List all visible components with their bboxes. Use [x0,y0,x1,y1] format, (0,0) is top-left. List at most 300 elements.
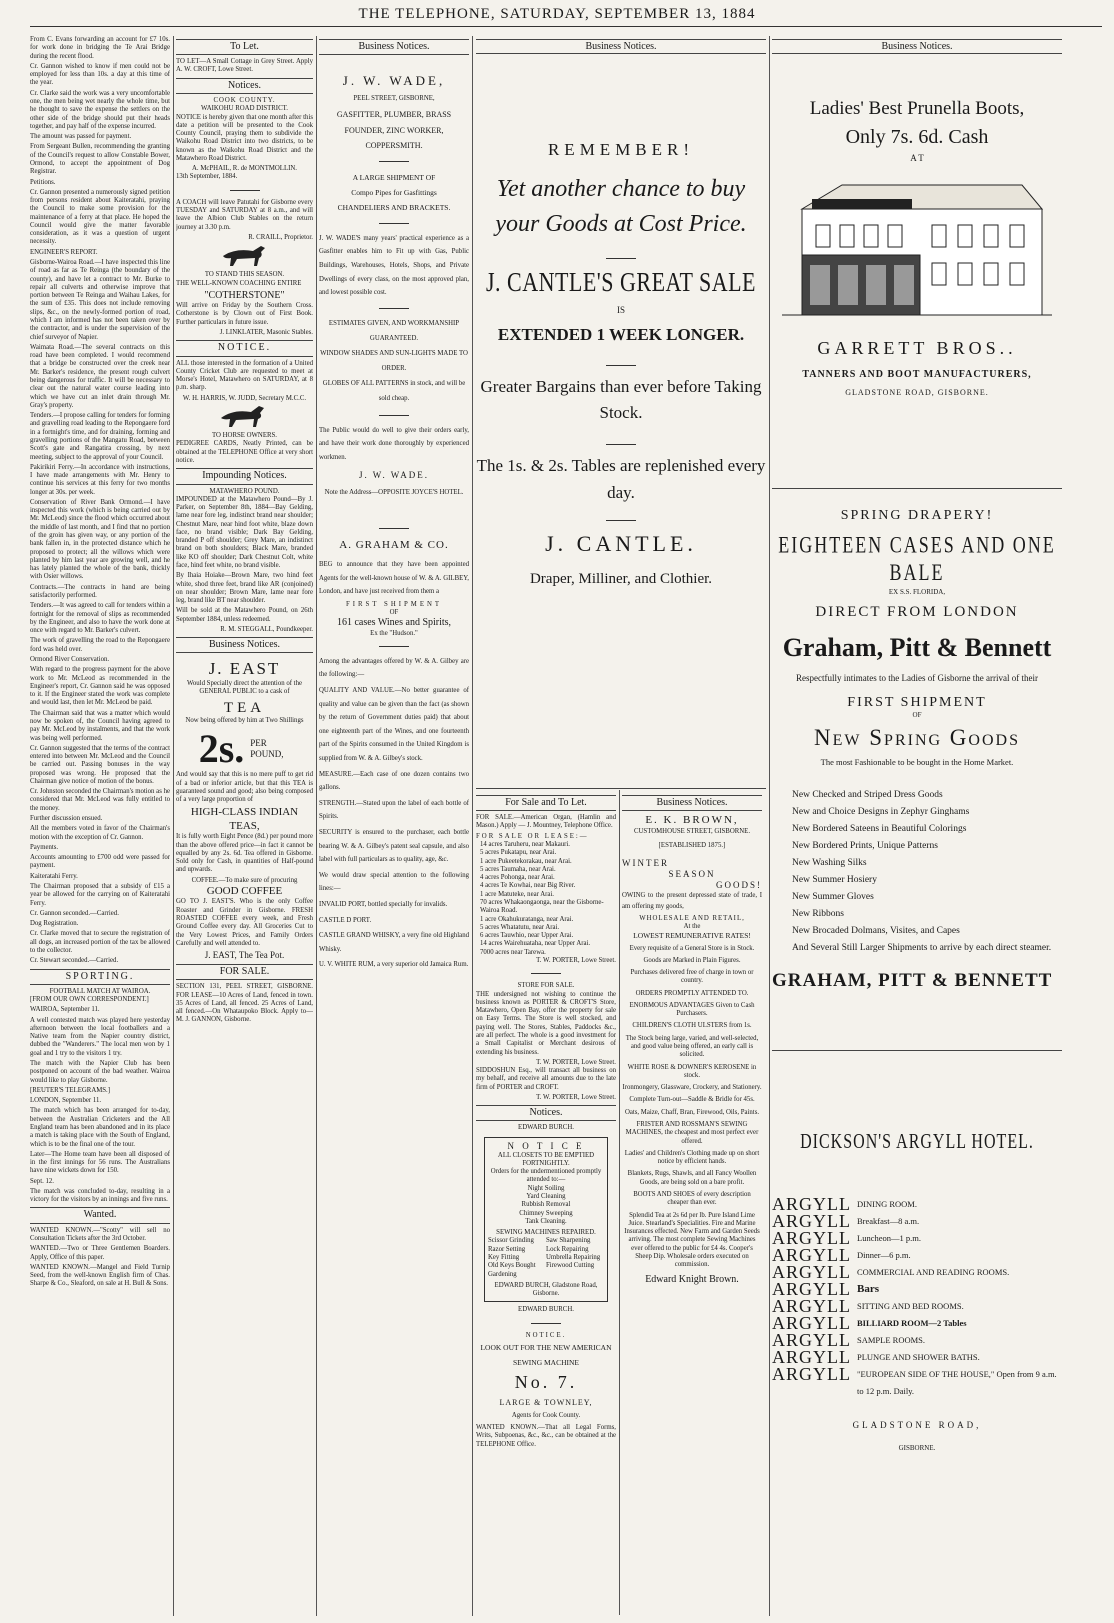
business-notices-heading: Business Notices. [476,39,766,54]
argyll-service: PLUNGE AND SHOWER BATHS. [857,1352,980,1362]
stand-heading: TO STAND THIS SEASON. [204,271,285,279]
established: [ESTABLISHED 1875.] [658,841,726,849]
sewing-services [488,1237,604,1278]
tea-details: It is fully worth Eight Pence (8d.) per pound more than the above offered price—in fact it cannot be equalled by any 2s. 6d. Tea offered in Gisborne. Sold only for Cash, in quantities of Half-pound and upwards. [176,833,313,874]
sewing-service: Key Fitting [488,1254,520,1261]
wade-shipment-line: A LARGE SHIPMENT OF [352,172,436,182]
spring-goods-item: New Summer Gloves [792,891,874,902]
lease-item: 4 acres Te Kowhai, near Big River. [480,882,576,890]
brown-offering: ENORMOUS ADVANTAGES Given to Cash Purchasers. [629,1001,755,1018]
report-paragraph: Cr. Stewart seconded.—Carried. [30,957,119,965]
gladstone-road: GLADSTONE ROAD, [852,1420,982,1430]
store-heading: STORE FOR SALE. [517,982,575,990]
for-sale-column [476,792,616,1612]
horse-icon [215,242,275,268]
sewing-service: Firewood Cutting [546,1262,595,1270]
gilbey-paragraph: STRENGTH.—Stated upon the label of each bottle of Spirits. [319,799,469,821]
high-class-teas: HIGH-CLASS INDIAN TEAS, [190,806,299,832]
graham-pitt-bennett-footer: GRAHAM, PITT & BENNETT [772,970,1053,992]
cantle-sale-ad [476,36,766,784]
notices-column [176,36,313,1616]
masthead: THE TELEPHONE, SATURDAY, SEPTEMBER 13, 1884 [358,6,756,22]
argyll-word: ARGYLL [772,1245,851,1265]
at-the: At the [683,923,701,931]
wade-trades [319,107,469,153]
gilbey-advantages [319,684,469,972]
wade-trade-line: GASFITTER, PLUMBER, BRASS [336,110,452,120]
sporting-paragraph: [REUTER'S TELEGRAMS.] [30,1086,111,1094]
closets-line: ALL CLOSETS TO BE EMPTIED FORTNIGHTLY. [497,1151,595,1167]
brown-offering: FRISTER AND ROSSMAN'S SEWING MACHINES, the cheapest and most perfect ever offered. [625,1121,759,1145]
report-paragraph: Petitions. [30,178,56,186]
gilbey-paragraph: CASTLE D PORT. [319,916,372,924]
report-paragraph: Cr. Clarke moved that to secure the registration of all dogs, an increased portion of the tax be allowed to the collector. [30,930,170,954]
for-sale-ad: SECTION 131, PEEL STREET, GISBORNE. FOR LEASE—10 Acres of Land, fenced in town. 35 Acres of Land, all fenced. 25 Acres of Land, all fenced.—On Whataupoko Block. Apply to—M. J. GANNON, Gisborne. [176,983,313,1024]
to-let-ad: TO LET—A Small Cottage in Grey Street. Apply A. W. CROFT, Lowe Street. [176,58,313,74]
pedigree-ad: PEDIGREE CARDS, Neatly Printed, can be obtained at the TELEPHONE Office at very short notice. [176,440,313,465]
argyll-word: ARGYLL [772,1347,851,1367]
report-paragraph: Cr. Gannon wished to know if men could not be employed for less than 10s. a day at this time of the year. [30,62,170,87]
coach-signature: R. CRAILL, Proprietor. [248,233,313,241]
argyll-service: SITTING AND BED ROOMS. [857,1301,964,1311]
draper-title: Draper, Milliner, and Clothier. [529,570,713,587]
wade-shipment-line: CHANDELIERS AND BRACKETS. [337,202,451,212]
sewing-service: Lock Repairing [546,1245,589,1253]
report-paragraph: Kaiteratahi Ferry. [30,872,78,880]
report-paragraph: Further discussion ensued. [30,815,103,823]
spring-goods-item: New Washing Silks [792,858,867,869]
lease-heading: FOR SALE OR LEASE:— [476,832,589,840]
report-paragraph: Accounts amounting to £700 odd were passed for payment. [30,854,170,870]
report-paragraph: From Sergeant Bullen, recommending the granting of the Council's request to allow Constable Bower, Ormond, to accept the appointment of Dog Registrar. [30,143,170,176]
wade-service-line: WINDOW SHADES AND SUN-LIGHTS MADE TO ORDER. [320,349,468,372]
porter-signature-2: T. W. PORTER, Lowe Street. [536,1058,616,1066]
brown-offering: Every requisite of a General Store is in Stock. [629,944,755,952]
gilbey-paragraph: CASTLE GRAND WHISKY, a very fine old Highland Whisky. [319,932,469,953]
orders-line: Orders for the undermentioned promptly attended to:— [490,1168,602,1184]
sewing-service: Old Keys Bought [488,1262,536,1270]
direct-from-london: DIRECT FROM LONDON [815,604,1019,620]
sewing-service: Razor Setting [488,1245,526,1253]
ad-rule [772,488,1062,489]
sporting-paragraph: The match was concluded to-day, resulting in a victory for the visitors by an innings and five runs. [30,1187,170,1204]
divider [379,528,409,529]
report-paragraph: Waimata Road.—The several contracts on this road have been completed. I would recommend that a bridge be constructed over the creek near Mr. Barker's residence, the present rough culvert being dangerous for traffic. It will be necessary to clear out the natural water course leading into which we have cut an inlet drain through Mr. Gray's property. [30,343,170,409]
burch-service: Night Soiling [527,1184,565,1192]
wanted-ad: WANTED KNOWN.—Mangel and Field Turnip Seed, from the well-known English firm of Chas. Sharpe & Co., Sleaford, on sale at H. Bull & Sons. [30,1263,170,1288]
per-pound: PER POUND, [250,738,284,760]
cook-county-heading: COOK COUNTY. [213,96,276,104]
for-sale-heading: For Sale and To Let. [476,795,616,811]
argyll-word: ARGYLL [772,1313,851,1333]
wanted-ads [30,1227,170,1289]
wade-title: J. W. WADE, [342,73,446,89]
coffee-details: GO TO J. EAST'S. Who is the only Coffee Roaster and Grinder in Gisborne. FRESH ROASTED COFFEE every week, and Fresh Ground Coffee every day. All Groceries Cut to the Very Lowest Prices, and Family Orders Carefully and well attended to. [176,898,313,947]
brown-column [622,792,762,1612]
gladstone-road: GLADSTONE ROAD, GISBORNE. [845,388,989,397]
argyll-word: ARGYLL [772,1211,851,1231]
waikohu-heading: WAIKOHU ROAD DISTRICT. [201,105,288,113]
burch-service: Yard Cleaning [526,1193,566,1201]
wade-signature: J. W. WADE. [358,470,430,481]
matawhero-pound-heading: MATAWHERO POUND. [209,487,280,495]
j-east-intro: Would Specially direct the attention of the GENERAL PUBLIC to a cask of [187,680,302,696]
large-townley: LARGE & TOWNLEY, [499,1397,593,1407]
lowest-rates: LOWEST REMUNERATIVE RATES! [633,931,751,941]
sporting-heading: SPORTING. [30,969,170,985]
lease-item: 7000 acres near Tarewa. [480,948,546,956]
wade-advice: The Public would do well to give their orders early, and have their work done thoroughly by experienced workmen. [319,426,469,461]
argyll-hotel-ad [772,1050,1062,1610]
porter-signature-3: T. W. PORTER, Lowe Street. [536,1093,616,1101]
divider [531,1323,561,1324]
poundkeeper-signature: R. M. STEGGALL, Poundkeeper. [220,626,313,633]
cost-price-slogan: Yet another chance to buy your Goods at Cost Price. [495,176,747,237]
spring-goods-item: New Checked and Striped Dress Goods [792,790,943,801]
cotherstone-title: "COTHERSTONE" [204,290,285,301]
report-paragraph: Gisborne-Wairoa Road.—I have inspected this line of road as far as Te Reinga (the boundary of the county), and have let a contract to Mr. Burke to repair all culverts and otherwise improve that portion between Te Reinga and Waihau Lakes, for the sum of £35. This does not include removing slips, &c., on the newly-formed portion of road, which I am informed has not been taken over by the contractor, and is under the supervision of the chief surveyor of Napier. [30,259,170,341]
impound-sale-notice: Will be sold at the Matawhero Pound, on 26th September 1884, unless redeemed. [176,607,313,623]
first-shipment: FIRST SHIPMENT [847,695,987,711]
horse-owners-heading: TO HORSE OWNERS. [211,432,277,440]
spring-goods-item: New Brocaded Dolmans, Visites, and Capes [792,925,960,936]
cantle-great-sale: J. CANTLE'S GREAT SALE [485,265,756,297]
wanted-heading: Wanted. [30,1207,170,1223]
divider [531,973,561,974]
brown-offering: Complete Turn-out—Saddle & Bridle for 45s. [629,1096,755,1104]
remember-heading: REMEMBER! [547,140,695,159]
report-paragraph: All the members voted in favor of the Chairman's motion with the exception of Cr. Gannon. [30,825,170,841]
brown-signature: Edward Knight Brown. [645,1273,739,1285]
tanners-line: TANNERS AND BOOT MANUFACTURERS, [802,369,1032,380]
sporting-paragraph: Sept. 12. [30,1177,54,1185]
tables-replenished: The 1s. & 2s. Tables are replenished every day. [476,456,766,502]
argyll-service: DINING ROOM. [857,1199,917,1209]
spring-goods-item: And Several Still Larger Shipments to arrive by each direct steamer. [792,942,1052,953]
spring-goods-item: New Ribbons [792,908,844,919]
boots-price: Only 7s. 6d. Cash [845,126,989,148]
sporting-paragraph: A well contested match was played here yesterday afternoon between the local footballers and a Native team from the Napier country district, dubbed the "Wanderers." The local men won by 1 goal and 1 try to the visitors 1 try. [30,1016,170,1057]
wade-address: PEEL STREET, GISBORNE, [353,95,435,103]
lease-item: 5 acres Pukatapu, near Arai. [480,849,557,857]
brown-offering: ORDERS PROMPTLY ATTENDED TO. [635,989,749,997]
garrett-bros-name: GARRETT BROS.. [817,338,1017,358]
brown-offering: Ironmongery, Glassware, Crockery, and Stationery. [622,1084,762,1092]
report-paragraph: The Chairman said that was a matter which would now be spoken of, the Council having agreed to pay Mr. McLeod by instalments, and that the work was being well performed. [30,709,170,742]
report-paragraph: Ormond River Conservation. [30,655,110,663]
horse-illustration-2 [176,403,313,432]
argyll-row [772,1366,1062,1400]
notice-heading: NOTICE. [525,1331,567,1339]
at-label: A T [910,153,924,163]
divider [230,190,260,191]
coffee-line: COFFEE.—To make sure of procuring [191,876,298,884]
wade-trade-line: COPPERSMITH. [365,140,423,150]
brown-offering: Goods are Marked in Plain Figures. [643,956,741,964]
brown-offering: WHITE ROSE & DOWNER'S KEROSENE in stock. [627,1063,757,1079]
divider [606,365,636,366]
sewing-service: Umbrella Repairing [546,1254,601,1261]
lease-item: 1 acre Pukeetekorakau, near Arai. [480,857,572,865]
column-divider [316,36,317,1616]
report-paragraph: Contracts.—The contracts in hand are being satisfactorily performed. [30,583,170,599]
lease-item: 1 acre Matuteke, near Arai. [480,890,554,898]
wholesale-line: WHOLESALE AND RETAIL, [639,914,745,922]
argyll-service: Luncheon—1 p.m. [857,1233,921,1243]
sporting-paragraph: Later—The Home team have been all disposed of in the first innings for 56 runs. The Australians have nine wickets down for 150. [30,1150,170,1175]
spring-goods-item: New Summer Hosiery [792,874,877,885]
goods-label: GOODS! [715,880,762,891]
business-notices-heading: Business Notices. [622,795,762,811]
sporting-text [30,996,170,1204]
spring-goods-list [772,787,1062,956]
spring-goods-item: New and Choice Designs in Zephyr Ginghams [792,807,970,818]
of-label: OF [912,711,922,720]
report-paragraph: Payments. [30,843,59,851]
sporting-paragraph: LONDON, September 11. [30,1097,102,1105]
tea-title: TEA [223,699,266,716]
business-notices-heading: Business Notices. [319,39,469,55]
stand-signature: J. LINKLATER, Masonic Stables. [219,329,313,337]
lease-list [476,841,616,957]
to-let-heading: To Let. [176,39,313,55]
council-report-column [30,36,170,1616]
report-paragraph: The Chairman proposed that a subsidy of £15 a year be allowed for the carrying on of Kaiteratahi Ferry. [30,883,170,907]
sewing-machine-ad: LOOK OUT FOR THE NEW AMERICAN SEWING MACHINE [480,1342,612,1367]
lease-item: 4 acres Pohonga, near Arai. [480,874,555,882]
lease-item: 5 acres Whatatutu, near Arai. [480,923,560,931]
report-paragraph: ENGINEER'S REPORT. [30,248,98,256]
sporting-paragraph: WAIROA, September 11. [30,1006,100,1014]
garrett-bros-ad [772,36,1062,486]
report-paragraph: Tenders.—I propose calling for tenders for forming and gravelling road leading to the Repongaere ford in a fortnight's time, and for draining, forming and gravelling portions of the Mangatu Road, between Scott's gate and Rangatira crossing, by next meeting, subject to the approval of your Council. [30,412,170,461]
notice-title: N O T I C E [507,1140,585,1151]
first-shipment: FIRST SHIPMENT [345,600,443,608]
argyll-service: Breakfast—8 a.m. [857,1216,920,1226]
gilbey-paragraph: SECURITY is ensured to the purchaser, each bottle bearing W. & A. Gilbey's patent seal capsule, and also label with full particulars as to quality, age, &c. [319,828,469,864]
notices-heading: Notices. [476,1105,616,1121]
report-paragraph: Cr. Gannon suggested that the terms of the contract entered into between Mr. McLeod and the Council be carried out. Passing bonuses in the way proposed was wrong. He proposed that the Chairman give notice of motion of the bonus. [30,744,170,785]
spring-goods-item: New Bordered Prints, Unique Patterns [792,841,938,852]
column-divider [619,790,620,1615]
j-east-title: J. EAST [208,659,281,679]
sporting-paragraph: The match which has been arranged for to-day, between the Australian Cricketers and the All England team has been abandoned and in its place a match is taking place with the South of England, which is to be the final one of the tour. [30,1107,170,1148]
argyll-word: ARGYLL [772,1330,851,1350]
brown-offering: Splendid Tea at 2s 6d per lb. Pure Island Lime Juice. Stearland's Specialities. Fire and Marine Insurances effected. New Farm and Garden Seeds arriving. The most complete Sewing Machines ever offered to the public for £4 4s. Cooper's Sheep Dip. Wholesale orders executed on commission. [624,1211,760,1269]
burch-service: Chimney Sweeping [519,1209,573,1217]
notice-heading: NOTICE. [176,340,313,356]
impound-list: IMPOUNDED at the Matawhero Pound—By J. Parker, on September 8th, 1884—Bay Gelding, lame near fore leg, indistinct brand near shoulder; Chestnut Mare, near hind foot white, blaze down face, no brand visible; Dark Bay Gelding, branded P off shoulder; Grey Mare, an indistinct brand on both shoulders; Black Mare, branded like KO off shoulder; Dark Chestnut Colt, white face, hind feet white, no brand visible. [176,495,313,570]
croft-notice: SIDDOSHUN Esq., will transact all business on my behalf, and receive all amounts due to the late firm of PORTER and CROFT. [476,1067,616,1091]
argyll-word: ARGYLL [772,1228,851,1248]
brown-offering: BOOTS AND SHOES of every description cheaper than ever. [633,1190,751,1207]
argyll-service: COMMERCIAL AND READING ROOMS. [857,1267,1010,1277]
wade-service-line: GLOBES OF ALL PATTERNS in stock, and will be sold cheap. [322,379,466,402]
burch-services [488,1185,604,1226]
season-label: SEASON [668,869,716,880]
owing-text: OWING to the present depressed state of trade, I am offering my goods, [622,892,762,910]
report-paragraph: From C. Evans forwarding an account for £7 10s. for work done in bridging the Te Arai Bridge during the recent flood. [30,36,170,60]
report-paragraph: Cr. Gannon seconded.—Carried. [30,909,119,917]
lease-item: 70 acres Whakaongaonga, near the Gisborne-Wairoa Road. [480,899,604,915]
divider [379,223,409,224]
cricket-notice: ALL those interested in the formation of a United County Cricket Club are requested to meet at Morse's Hotel, Matawhero on SATURDAY, at 8 p.m. sharp. [176,359,313,392]
j-east-signature: J. EAST, The Tea Pot. [204,950,285,961]
sewing-service: Gardening [488,1270,517,1278]
burch-name: EDWARD BURCH. [518,1124,574,1132]
burch-service: Tank Cleaning. [525,1217,567,1225]
lease-item: 6 acres Tauwhio, near Upper Arai. [480,932,574,940]
wade-service-line: ESTIMATES GIVEN, AND WORKMANSHIP GUARANTEED. [328,319,460,342]
argyll-word: ARGYLL [772,1364,851,1384]
football-heading: FOOTBALL MATCH AT WAIROA. [49,987,151,995]
argyll-word: ARGYLL [772,1279,851,1299]
impound-list-2: By Ihaia Hoiake—Brown Mare, two hind feet white, shod three feet, brand like AR (conjoined) on near shoulder; Brown Mare, lame near fore leg, brand like BT near shoulder. [176,572,313,605]
burch-address: EDWARD BURCH, Gladstone Road, Gisborne. [494,1281,598,1298]
gilbey-paragraph: QUALITY AND VALUE.—No better guarantee of quality and value can be given than the fact (as shown by the return of Government duties paid) that about one eighteenth part of the Wines, and one fourteenth part of the Spirits consumed in the United Kingdom is supplied from W. & A. Gilbey's stock. [319,687,469,762]
wade-experience: J. W. WADE'S many years' practical experience as a Gasfitter enables him to Fit up with Gas, Public Buildings, Warehouses, Hotels, Shops, and Private Dwellings of every class, on the most approved plan, and lowest possible cost. [319,234,469,297]
porter-signature: T. W. PORTER, Lowe Street. [536,956,616,964]
prunella-boots-heading: Ladies' Best Prunella Boots, [809,98,1025,119]
report-paragraph: Cr. Gannon presented a numerously signed petition from persons resident about Kaiteratahi, praying the Council to make some provision for the maintenance of a ferry at that place. He hoped the Council would give the matter favorable consideration, as it was a question of urgent necessity. [30,188,170,246]
lease-item: 14 acres Wairehuataha, near Upper Arai. [480,940,591,948]
gilbey-paragraph: U. V. WHITE RUM, a very superior old Jamaica Rum. [319,961,469,969]
brown-offerings [622,945,762,1270]
divider [379,646,409,647]
tea-price-text: Now being offered by him at Two Shillings [185,717,304,725]
ex-florida: EX S.S. FLORIDA, [888,588,946,596]
argyll-service: SAMPLE ROOMS. [857,1335,926,1345]
argyll-service: BILLIARD ROOM—2 Tables [857,1318,967,1328]
argyll-word: ARGYLL [772,1262,851,1282]
council-report-text [30,36,170,966]
report-paragraph: The work of gravelling the road to the Repongaere ford was held over. [30,637,170,653]
report-paragraph: Dog Registration. [30,920,79,928]
gilbey-paragraph: INVALID PORT, bottled specially for invalids. [319,900,448,908]
fashionable-line: The most Fashionable to be bought in the Home Market. [820,757,1014,768]
winter-label: WINTER [622,858,669,869]
lease-item: 1 acre Okahukuratanga, near Arai. [480,915,574,923]
brown-address: CUSTOMHOUSE STREET, GISBORNE. [633,827,751,835]
lease-item: 14 acres Taruheru, near Makauri. [480,841,570,849]
cook-county-notice: NOTICE is hereby given that one month after this date a petition will be presented to the Cook County Council, praying them to subdivide the Waikohu Road District into two districts, to be known as the Waikohu Road District and the Matawhero Road District. [176,113,313,162]
agents-line: Agents for Cook County. [511,1411,581,1419]
of-label: OF [389,609,399,617]
wine-cases: 161 cases Wines and Spirits, [336,617,452,629]
wanted-ad: WANTED.—Two or Three Gentlemen Boarders. Apply, Office of this paper. [30,1245,170,1261]
report-paragraph: Pakirikiri Ferry.—In accordance with instructions, I have made arrangements with Mr. Henry to continue his services at this ferry for two months longer at 30s. per week. [30,463,170,496]
brown-offering: Ladies' and Children's Clothing made up on short notice by efficient hands. [624,1149,760,1166]
respectfully-intimates: Respectfully intimates to the Ladies of Gisborne the arrival of their [796,673,1038,683]
new-spring-goods: New Spring Goods [814,725,1020,751]
spring-drapery-ad [772,490,1062,1050]
spring-drapery-heading: SPRING DRAPERY! [840,508,994,523]
report-paragraph: Cr. Johnston seconded the Chairman's motion as he considered that Mr. McLeod was fully entitled to the money. [30,788,170,812]
business-notices-heading: Business Notices. [772,39,1062,54]
argyll-service: Dinner—6 p.m. [857,1250,911,1260]
horse-icon [215,403,275,429]
divider [379,415,409,416]
price-block [176,727,313,771]
hudson-label: Ex the "Hudson." [370,629,418,637]
argyll-service: Bars [857,1283,879,1295]
organ-ad: FOR SALE.—American Organ, (Hamlin and Mason.) Apply — J. Mountney, Telephone Office. [476,814,616,830]
argyll-service: "EUROPEAN SIDE OF THE HOUSE," Open from 9 a.m. to 12 p.m. Daily. [857,1369,1057,1396]
good-coffee: GOOD COFFEE [206,884,283,897]
report-paragraph: Conservation of River Bank Ormond.—I have inspected this work (which is being carried out by Mr. McLeod) since the flood which occurred about the middle of last month, and I find that no portion of the groin has given way, or any portion of the bank fallen in, in the protected distance which he proposed to protect; all the willows which were planted by him last year are growing well, and he has lately planted the whole of the bank, thickly with Osier willows. [30,498,170,581]
argyll-word: ARGYLL [772,1194,851,1214]
burch-name-2: EDWARD BURCH. [518,1306,574,1314]
wanted-ad: WANTED KNOWN.—"Scotty" will sell no Consultation Tickets after the 3rd October. [30,1226,170,1242]
j-cantle-name: J. CANTLE. [545,530,697,556]
sporting-paragraph: [FROM OUR OWN CORRESPONDENT.] [30,996,149,1003]
no-7: No. 7. [514,1371,578,1392]
notices-heading: Notices. [176,78,313,94]
coach-ad: A COACH will leave Patutahi for Gisborne every TUESDAY and SATURDAY at 8 a.m., and will leave the Albion Club Stables on the return journey at 3.30 p.m. [176,198,313,231]
gilbey-intro: Among the advantages offered by W. & A. Gilbey are the following:— [319,657,469,679]
wade-trade-line: FOUNDER, ZINC WORKER, [344,125,444,135]
divider [379,161,409,162]
divider [606,444,636,445]
argyll-word: ARGYLL [772,1296,851,1316]
brown-offering: The Stock being large, varied, and well-selected, and good value being offered, an early call is solicited. [625,1034,759,1059]
graham-intro: BEG to announce that they have been appointed Agents for the well-known house of W. & A. GILBEY, London, and have just received from them a [319,561,469,596]
sewing-heading: SEWING MACHINES REPAIRED. [496,1229,596,1237]
cricket-signatories: W. H. HARRIS, W. JUDD, Secretary M.C.C. [182,394,307,402]
wade-graham-column [319,36,469,1616]
report-paragraph: Tenders.—It was agreed to call for tenders within a fortnight for the removal of slips as recommended by the Engineer, and also to have the work done at once with regard to Mr. Barker's culvert. [30,602,170,635]
burch-notice-box [484,1137,608,1303]
argyll-hotel-title: DICKSON'S ARGYLL HOTEL. [800,1131,1034,1154]
stand-text: THE WELL-KNOWN COACHING ENTIRE [176,279,302,287]
wade-services [319,317,469,407]
for-sale-heading: FOR SALE. [176,964,313,980]
ad-rule [476,788,766,789]
divider [606,520,636,521]
cook-county-date: 13th September, 1884. [176,173,238,181]
graham-pitt-bennett: Graham, Pitt & Bennett [782,633,1052,662]
spring-goods-item: New Bordered Sateens in Beautiful Colorings [792,824,967,835]
shop-building-illustration [782,169,1052,319]
cook-county-signatories: A. McPHAIL, R. de MONTMOLLIN. [192,165,297,173]
business-notices-heading: Business Notices. [176,637,313,653]
brown-offering: Oats, Maize, Chaff, Bran, Firewood, Oils, Paints. [624,1108,760,1116]
tea-guarantee: And would say that this is no mere puff to get rid of a bad or inferior article, but that this TEA is guaranteed sound and good; also being composed of a very large proportion of [176,771,313,804]
sewing-service: Saw Sharpening [546,1237,591,1245]
wade-address-note: Note the Address—OPPOSITE JOYCE'S HOTEL. [324,489,464,497]
masthead-rule [30,26,1102,27]
gilbey-paragraph: We would draw special attention to the following lines:— [319,871,469,893]
price-2s: 2s. [198,726,245,772]
column-divider [769,36,770,1616]
extended-heading: EXTENDED 1 WEEK LONGER. [497,324,745,344]
graham-title: A. GRAHAM & CO. [339,538,449,551]
gisborne: GISBORNE. [898,1444,936,1452]
legal-forms-ad: WANTED KNOWN.—That all Legal Forms, Writs, Subpoenas, &c., &c., can be obtained at the TELEPHONE Office. [476,1423,616,1448]
wade-shipment [319,170,469,215]
brown-offering: Blankets, Rugs, Shawls, and all Fancy Woollen Goods, are being sold on a bare profit. [627,1170,757,1186]
stand-text-2: Will arrive on Friday by the Southern Cross. Cotherstone is by Clown out of First Book. Further particulars in future issue. [176,302,313,326]
wade-shipment-line: Compo Pipes for Gasfittings [351,187,437,197]
horse-illustration [176,242,313,271]
burch-service: Rubbish Removal [521,1201,571,1209]
column-divider [173,36,174,1616]
brown-offering: Purchases delivered free of charge in town or country. [630,969,754,985]
store-text: THE undersigned not wishing to continue the business known as PORTER & CROFT'S Store, Matawhero, Open Bay, offer the property for sale on Easy Terms. The Store is well stocked, and paying well. The Stores, Stables, Paddocks &c., are all perfect. The whole is a good investment for a Small Capitalist or Merchant desirous of extending his business. [476,990,616,1056]
divider [606,258,636,259]
column-divider [472,36,473,1616]
greater-bargains: Greater Bargains than ever before Taking Stock. [480,376,762,422]
